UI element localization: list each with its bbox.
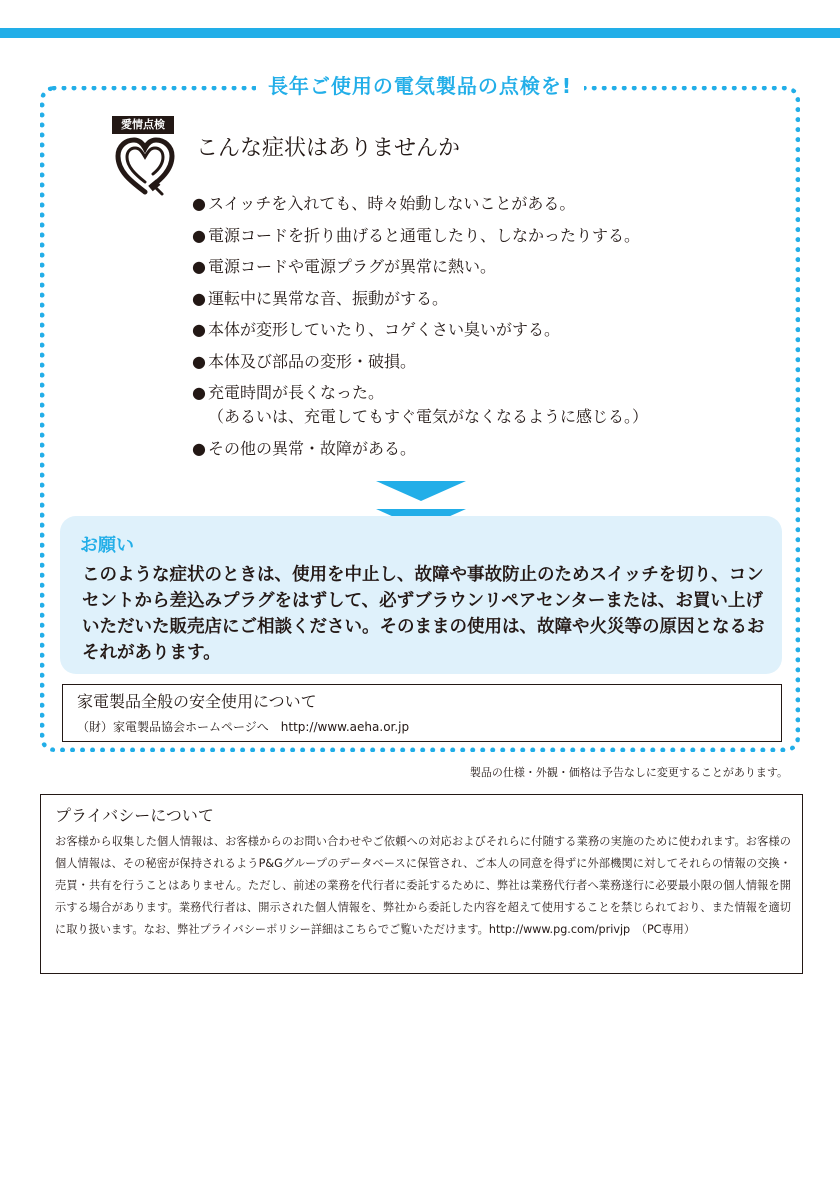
request-body: このような症状のときは、使用を中止し、故障や事故防止のためスイッチを切り、コンセントから差込みプラグをはずして、必ずブラウンリペアセンターまたは、お買い上げいただいた販売店にご相談ください。そのままの使用は、故障や火災等の原因となるおそれがあります。 <box>82 565 765 663</box>
symptom-text: 電源コードを折り曲げると通電したり、しなかったりする。 <box>208 225 641 245</box>
symptom-text: 本体が変形していたり、コゲくさい臭いがする。 <box>208 320 561 339</box>
symptom-text: その他の異常・故障がある。 <box>208 438 417 458</box>
aijou-tenken-badge <box>112 116 178 200</box>
symptom-text: 充電時間が長くなった。 <box>208 383 385 402</box>
privacy-body: お客様から収集した個人情報は、お客様からのお問い合わせやご依頼への対応およびそれらに付随する業務の実施のために使われます。お客様の個人情報は、その秘密が保持されるようP&Gグループのデータベースに保管され、ご本人の同意を得ずに外部機関に対してそれらの情報の交換・売買・共有を行うことはありません。ただし、前述の業務を代行者に委託するために、弊社は業務代行者へ業務遂行に必要最小限の個人情報を開示する場合があります。業務代行者は、開示された個人情報を、弊社から委託した内容を超えて使用することを禁じられており、また情報を適切に取り扱います。なお、弊社プライバシーポリシー詳細はこちらでご覧いただけます。http://www.pg.com/privjp （PC専用） <box>55 835 792 936</box>
list-item <box>192 318 752 342</box>
badge-label: 愛情点検 <box>112 116 174 134</box>
list-item <box>192 437 752 461</box>
bullet-icon: ● <box>192 194 206 213</box>
bullet-icon: ● <box>192 225 206 245</box>
symptom-text: 運転中に異常な音、振動がする。 <box>208 288 449 308</box>
bullet-icon: ● <box>192 320 206 339</box>
safety-info-box <box>62 684 782 742</box>
frame-title-wrap <box>0 72 840 100</box>
symptom-list <box>192 192 752 468</box>
frame-title: 長年ご使用の電気製品の点検を! <box>256 72 584 100</box>
list-item <box>192 192 752 216</box>
symptom-note: （あるいは、充電してもすぐ電気がなくなるように感じる。） <box>208 407 649 426</box>
privacy-box <box>40 794 803 974</box>
list-item <box>192 381 752 429</box>
safety-title: 家電製品全般の安全使用について <box>77 692 317 711</box>
request-title: お願い <box>80 535 134 556</box>
privacy-title: プライバシーについて <box>55 806 214 825</box>
bullet-icon: ● <box>192 257 206 276</box>
bullet-icon: ● <box>192 383 206 402</box>
arrow-down-icon <box>376 481 466 501</box>
heart-plug-icon <box>112 136 178 198</box>
symptom-text: 本体及び部品の変形・破損。 <box>208 351 417 371</box>
safety-link[interactable]: （財）家電製品協会ホームページへ http://www.aeha.or.jp <box>77 720 410 734</box>
bullet-icon: ● <box>192 288 206 308</box>
list-item <box>192 255 752 279</box>
bullet-icon: ● <box>192 438 206 458</box>
symptom-heading: こんな症状はありませんか <box>196 136 461 161</box>
list-item <box>192 287 752 311</box>
bullet-icon: ● <box>192 351 206 371</box>
symptom-text: スイッチを入れても、時々始動しないことがある。 <box>208 194 576 213</box>
spec-change-note: 製品の仕様・外観・価格は予告なしに変更することがあります。 <box>469 766 788 779</box>
top-accent-bar <box>0 28 840 38</box>
list-item <box>192 224 752 248</box>
request-panel <box>60 516 782 674</box>
symptom-text: 電源コードや電源プラグが異常に熱い。 <box>208 257 497 276</box>
list-item <box>192 350 752 374</box>
